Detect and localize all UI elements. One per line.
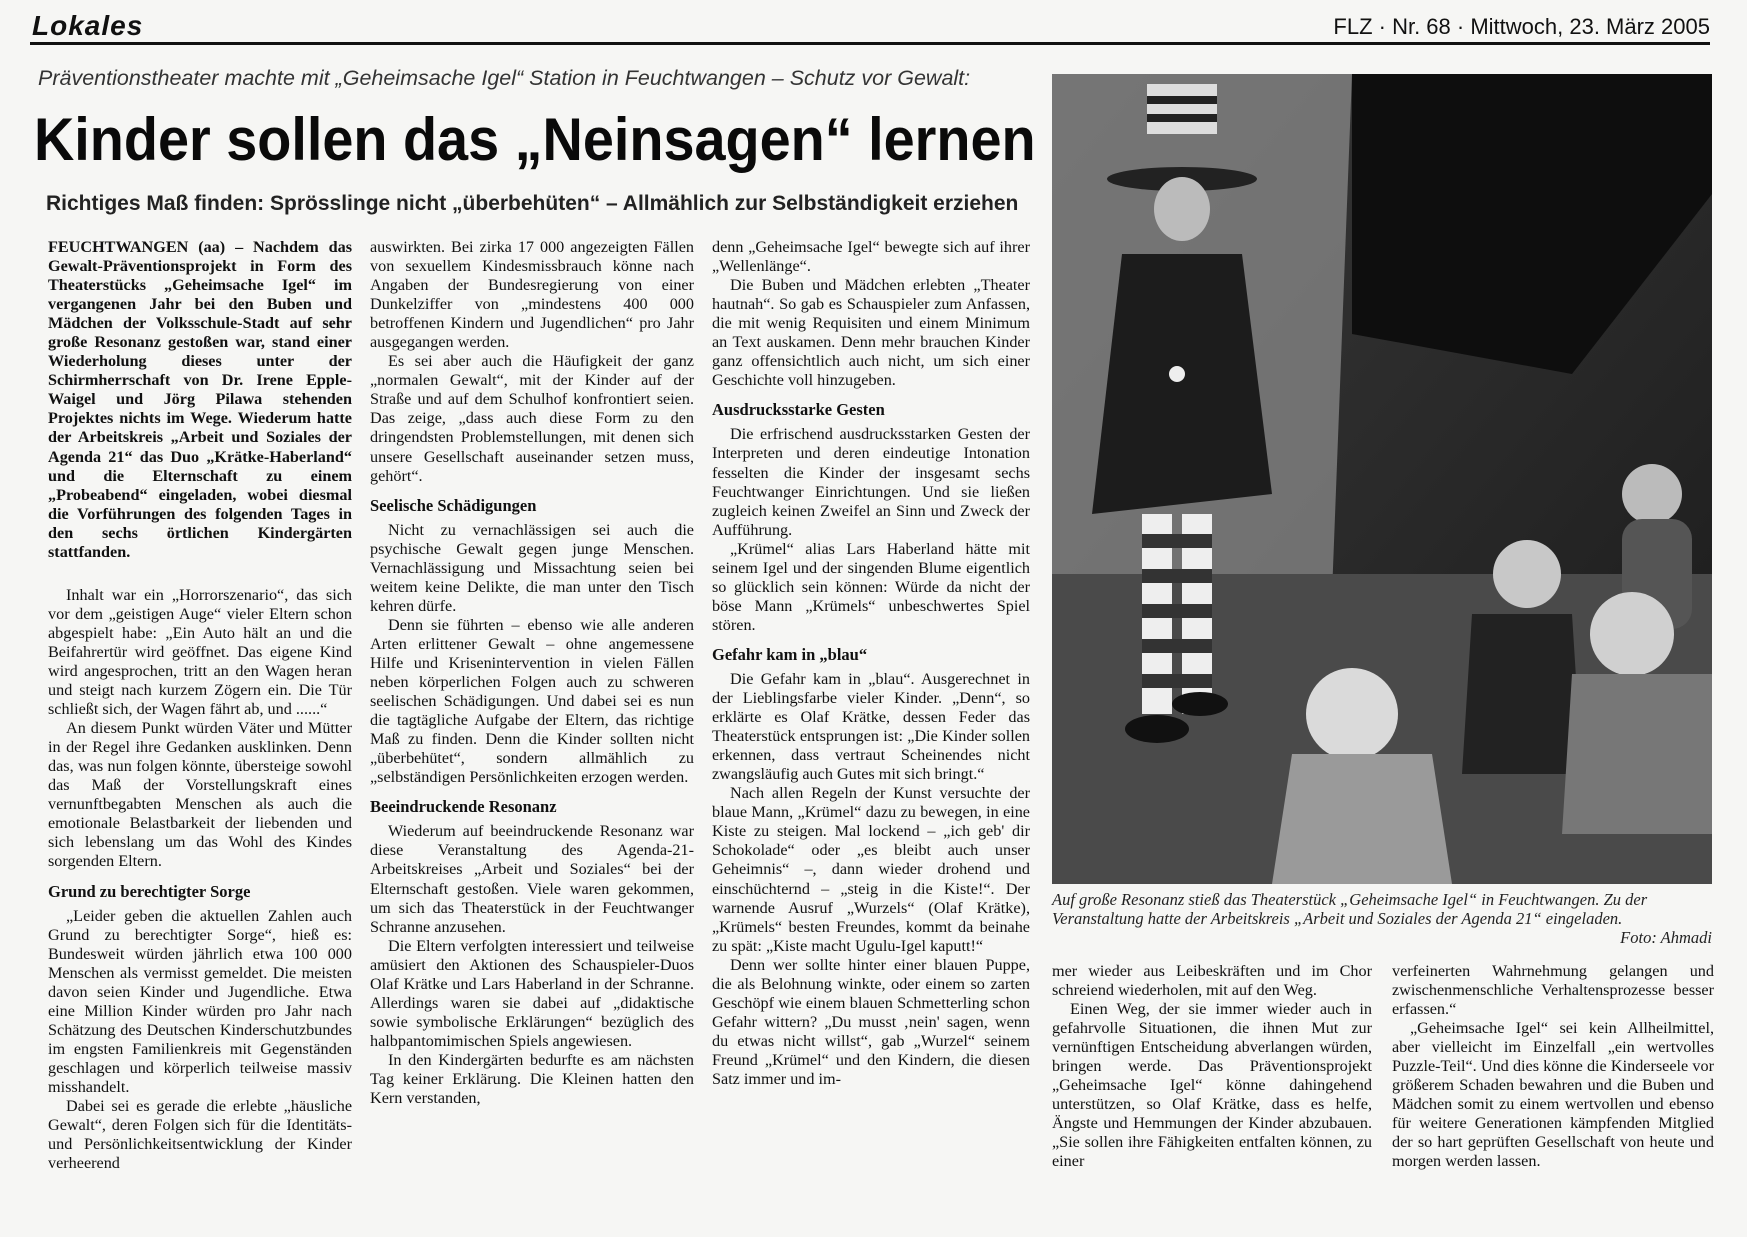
- paragraph: Die Eltern verfolgten interessiert und teilweise amüsiert den Aktionen des Schauspieler-Duos Olaf Krätke und Lars Haberland in der Schranne. Allerdings waren sie dabei auf „didaktische sowie symbolische Erklärungen“ bezüglich des halbpantomimischen Spiels angewiesen.: [370, 936, 694, 1050]
- paragraph: In den Kindergärten bedurfte es am nächsten Tag keiner Erklärung. Die Kleinen hatten den Kern verstanden,: [370, 1050, 694, 1108]
- page-header: [30, 12, 1710, 45]
- photo-credit: Foto: Ahmadi: [1620, 928, 1712, 947]
- paragraph: Inhalt war ein „Horrorszenario“, das sich vor dem „geistigen Auge“ vieler Eltern schon abgespielt habe: „Ein Auto hält an und die Beifahrertür wird geöffnet. Das eigene Kind wird angesprochen, tritt an den Wagen heran und steigt nach kurzem Zögern ein. Die Tür schließt sich, der Wagen fährt ab, und ......“: [48, 585, 352, 719]
- paragraph: Die erfrischend ausdrucksstarken Gesten der Interpreten und deren eindeutige Intonation fesselten die Kinder der insgesamt sechs Feuchtwanger Einrichtungen. Und sie ließen zugleich keinen Zweifel an Sinn und Zweck der Aufführung.: [712, 425, 1030, 539]
- paragraph: Wiederum auf beeindruckende Resonanz war diese Veranstaltung des Agenda-21-Arbeitskreises „Arbeit und Soziales“ bei der Elternschaft gestoßen. Viele waren gekommen, um sich das Theaterstück in der Feuchtwanger Schranne anzusehen.: [370, 822, 694, 936]
- article-column-4: [1052, 962, 1372, 1202]
- issue-info: FLZ · Nr. 68 · Mittwoch, 23. März 2005: [1333, 14, 1710, 39]
- paragraph: Nicht zu vernachlässigen sei auch die psychische Gewalt gegen junge Menschen. Vernachlässigung und Missachtung seien bei weitem keine Delikte, die man unter den Tisch kehren dürfe.: [370, 520, 694, 615]
- headline: Kinder sollen das „Neinsagen“ lernen: [34, 106, 1036, 173]
- section-name: Lokales: [32, 10, 144, 41]
- paragraph: Denn wer sollte hinter einer blauen Puppe, die als Belohnung winkte, oder einem so zarten Geschöpf wie einem blauen Schmetterling schon Gefahr wittern? „Du musst ‚nein' sagen, wenn du etwas nicht willst“, gab „Wurzel“ seinem Freund „Krümel“ und den Kindern, die diesen Satz immer und im-: [712, 955, 1030, 1088]
- paragraph: Die Gefahr kam in „blau“. Ausgerechnet in der Lieblingsfarbe vieler Kinder. „Denn“, so erklärte es Olaf Krätke, dessen Feder das Theaterstück entsprungen ist: „Die Kinder sollen erkennen, dass vertraut Scheinendes nicht zwangsläufig auch Gutes mit sich bringt.“: [712, 669, 1030, 784]
- subheadline: Richtiges Maß finden: Sprösslinge nicht „überbehüten“ – Allmählich zur Selbständigkeit erziehen: [46, 192, 1019, 215]
- photo-caption: [1052, 890, 1712, 947]
- theater-photo-illustration: [1052, 74, 1712, 884]
- section-heading: Gefahr kam in „blau“: [712, 644, 868, 664]
- paragraph: auswirkten. Bei zirka 17 000 angezeigten Fällen von sexuellem Kindesmissbrauch könne nach Angaben der Bundesregierung von einer Dunkelziffer von „mindestens 400 000 betroffenen Kindern und Jugendlichen“ pro Jahr ausgegangen werden.: [370, 238, 694, 352]
- article-column-2: [370, 238, 694, 1228]
- article-column-1: [48, 238, 352, 1228]
- section-heading: Seelische Schädigungen: [370, 495, 537, 515]
- paragraph: verfeinerten Wahrnehmung gelangen und zwischenmenschliche Verhaltensprozesse besser erfassen.“: [1392, 962, 1714, 1019]
- paragraph: Es sei aber auch die Häufigkeit der ganz „normalen Gewalt“, mit der Kinder auf der Straße und auf dem Schulhof konfrontiert seien. Das zeige, „dass auch diese Form zu den dringendsten Problemstellungen, mit denen sich unsere Gesellschaft auseinander setzen muss, gehört“.: [370, 352, 694, 485]
- paragraph: Nach allen Regeln der Kunst versuchte der blaue Mann, „Krümel“ dazu zu bewegen, in eine Kiste zu steigen. Mal lockend – „ich geb' dir Schokolade“ oder „es bleibt auch unser Geheimnis“ –, dann wieder drohend und einschüchternd – „steig in die Kiste!“. Der warnende Ausruf „Wurzels“ (Olaf Krätke), „Krümels“ besten Freundes, kommt da beinahe zu spät: „Kiste macht Ugulu-Igel kaputt!“: [712, 784, 1030, 955]
- paragraph: Dabei sei es gerade die erlebte „häusliche Gewalt“, deren Folgen sich für die Identitäts- und Persönlichkeitsentwicklung der Kinder verheerend: [48, 1097, 352, 1173]
- paragraph: Die Buben und Mädchen erlebten „Theater hautnah“. So gab es Schauspieler zum Anfassen, die mit wenig Requisiten und einem Minimum an Text auskamen. Denn mehr brauchen Kinder ganz offensichtlich auch nicht, um sich einer Geschichte voll hinzugeben.: [712, 276, 1030, 390]
- article-column-5: [1392, 962, 1714, 1202]
- paragraph: Einen Weg, der sie immer wieder auch in gefahrvolle Situationen, die ihnen Mut zur vernünftigen Entscheidung abverlangen würden, bringen werde. Das Präventionsprojekt „Geheimsache Igel“ könne dahingehend unterstützen, so Olaf Krätke, dass es helfe, Ängste und Hemmungen der Kinder abzubauen. „Sie sollen ihre Fähigkeiten entfalten können, zu einer: [1052, 1000, 1372, 1171]
- paragraph: mer wieder aus Leibeskräften und im Chor schreiend wiederholen, mit auf den Weg.: [1052, 962, 1372, 1000]
- kicker-line: Präventionstheater machte mit „Geheimsache Igel“ Station in Feuchtwangen – Schutz vor Gewalt:: [38, 66, 971, 90]
- paragraph: An diesem Punkt würden Väter und Mütter in der Regel ihre Gedanken ausklinken. Denn das, was nun folgen könnte, übersteige sowohl das Maß der Vorstellungskraft eines vernunftbegabten Menschen als auch die emotionale Belastbarkeit der liebenden und sich lebenslang um das Wohl des Kindes sorgenden Eltern.: [48, 719, 352, 871]
- section-heading: Ausdrucksstarke Gesten: [712, 400, 885, 420]
- paragraph: denn „Geheimsache Igel“ bewegte sich auf ihrer „Wellenlänge“.: [712, 238, 1030, 276]
- paragraph: „Leider geben die aktuellen Zahlen auch Grund zu berechtigter Sorge“, hieß es: Bundesweit würden jährlich etwa 100 000 Menschen als vermisst gemeldet. Die meisten davon seien Kinder und Jugendliche. Etwa eine Million Kinder würden pro Jahr nach Schätzung des Deutschen Kinderschutzbundes im engsten Familienkreis mit Gegenständen geschlagen und körperlich teilweise massiv misshandelt.: [48, 906, 352, 1096]
- paragraph: Denn sie führten – ebenso wie alle anderen Arten erlittener Gewalt – ohne angemessene Hilfe und Krisenintervention in vielen Fällen neben körperlichen Folgen auch zu schweren seelischen Schädigungen. Und dabei sei es nun die tagtägliche Aufgabe der Eltern, das richtige Maß zu finden. Denn die Kinder sollten nicht „überbehütet“, sondern allmählich zu „selbständigen Persönlichkeiten erzogen werden.: [370, 615, 694, 787]
- section-heading: Grund zu berechtigter Sorge: [48, 881, 251, 901]
- lead-paragraph: FEUCHTWANGEN (aa) – Nachdem das Gewalt-Präventionsprojekt in Form des Theaterstücks „Geheimsache Igel“ im vergangenen Jahr bei den Buben und Mädchen der Volksschule-Stadt auf sehr große Resonanz gestoßen war, stand einer Wiederholung dieses unter der Schirmherrschaft von Dr. Irene Epple-Waigel und Jörg Pilawa stehenden Projektes nichts im Wege. Wiederum hatte der Arbeitskreis „Arbeit und Soziales der Agenda 21“ das Duo „Krätke-Haberland“ und die Elternschaft zu einem „Probeabend“ eingeladen, wobei diesmal die Vorführungen des folgenden Tages in den sechs örtlichen Kindergärten stattfanden.: [48, 238, 352, 561]
- caption-text: Auf große Resonanz stieß das Theaterstück „Geheimsache Igel“ in Feuchtwangen. Zu der Veranstaltung hatte der Arbeitskreis „Arbeit und Soziales der Agenda 21“ eingeladen.: [1052, 890, 1648, 928]
- paragraph: „Krümel“ alias Lars Haberland hätte mit seinem Igel und der singenden Blume eigentlich so glücklich sein können: Würde da nicht der böse Mann „Krümels“ unbeschwertes Spiel stören.: [712, 539, 1030, 634]
- article-photo: [1052, 74, 1712, 884]
- paragraph: „Geheimsache Igel“ sei kein Allheilmittel, aber vielleicht im Einzelfall „ein wertvolles Puzzle-Teil“. Und dies könne die Kinderseele vor größerem Schaden bewahren und die Buben und Mädchen somit zu einem wertvollen und ebenso für weitere Generationen kämpfenden Mitglied der so hart geprüften Gesellschaft von heute und morgen werden lassen.: [1392, 1019, 1714, 1171]
- section-heading: Beeindruckende Resonanz: [370, 797, 557, 817]
- article-column-3: [712, 238, 1030, 1228]
